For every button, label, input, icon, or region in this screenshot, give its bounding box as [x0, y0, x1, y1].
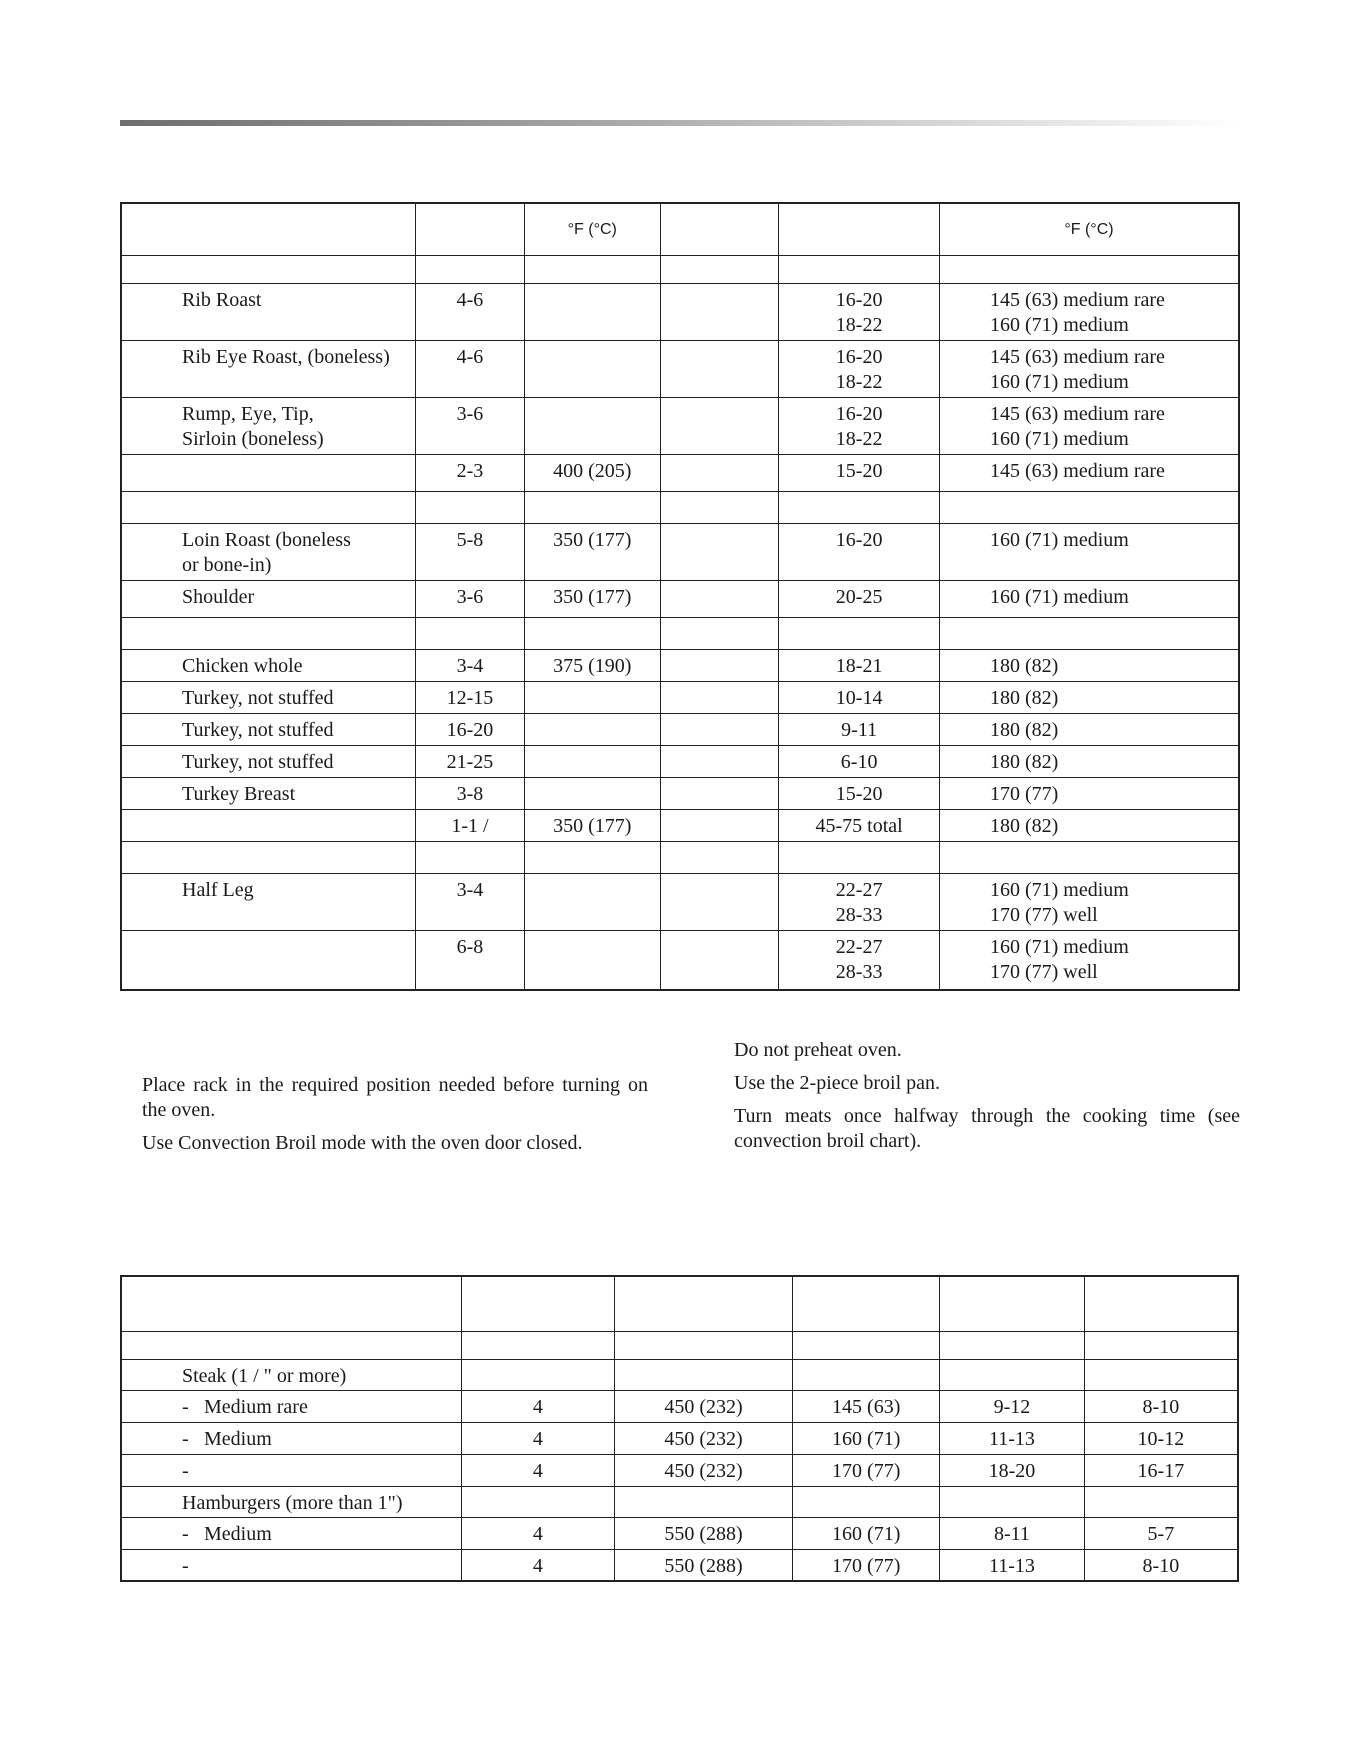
cook-time-cell: 6-10	[779, 745, 940, 777]
table-row	[121, 1390, 1238, 1422]
second-side-time-cell: 10-12	[1084, 1422, 1238, 1454]
internal-temp-cell: 145 (63) medium rare	[939, 454, 1239, 491]
rack-position-cell: 4	[462, 1422, 615, 1454]
rack-position-cell: 4	[462, 1549, 615, 1581]
empty-cell	[121, 491, 416, 523]
empty-cell	[660, 777, 779, 809]
table-row	[121, 340, 1239, 397]
internal-temp-cell: 180 (82)	[939, 649, 1239, 681]
table-row	[121, 397, 1239, 454]
section-row	[121, 1331, 1238, 1359]
table-row	[121, 1454, 1238, 1486]
empty-cell	[660, 491, 779, 523]
table-row	[121, 1517, 1238, 1549]
cut-name: Half Leg	[121, 873, 416, 930]
dash-mark: -	[182, 1522, 189, 1545]
first-side-time-cell: 8-11	[940, 1517, 1085, 1549]
weight-cell: 3-8	[416, 777, 525, 809]
dash-mark: -	[182, 1554, 189, 1577]
empty-cell	[416, 491, 525, 523]
doneness-cell	[121, 1549, 462, 1581]
empty-cell	[940, 1486, 1085, 1517]
table-header-row	[121, 203, 1239, 255]
cut-name: Rump, Eye, Tip, Sirloin (boneless)	[121, 397, 416, 454]
group-row	[121, 1486, 1238, 1517]
group-name: Hamburgers (more than 1")	[121, 1486, 462, 1517]
first-side-time-cell: 18-20	[940, 1454, 1085, 1486]
cook-time-cell: 15-20	[779, 777, 940, 809]
header-cell	[1084, 1276, 1238, 1331]
table-header-row	[121, 1276, 1238, 1331]
weight-cell: 3-6	[416, 580, 525, 617]
internal-temp-cell: 160 (71)	[793, 1517, 940, 1549]
cut-name: Rib Roast	[121, 283, 416, 340]
cut-name	[121, 809, 416, 841]
cook-time-cell: 15-20	[779, 454, 940, 491]
cut-name: Loin Roast (boneless or bone-in)	[121, 523, 416, 580]
cut-name: Shoulder	[121, 580, 416, 617]
empty-cell	[660, 340, 779, 397]
header-cell: °F (°C)	[939, 203, 1239, 255]
internal-temp-cell: 160 (71) medium	[939, 523, 1239, 580]
empty-cell	[121, 617, 416, 649]
empty-cell	[779, 617, 940, 649]
cook-time-cell: 22-27 28-33	[779, 873, 940, 930]
first-side-time-cell: 11-13	[940, 1422, 1085, 1454]
oven-temp-cell	[524, 283, 660, 340]
internal-temp-cell: 145 (63) medium rare 160 (71) medium	[939, 397, 1239, 454]
empty-cell	[660, 617, 779, 649]
empty-cell	[660, 809, 779, 841]
oven-temp-cell	[524, 713, 660, 745]
rack-position-cell: 4	[462, 1454, 615, 1486]
internal-temp-cell: 160 (71) medium	[939, 580, 1239, 617]
oven-temp-cell: 550 (288)	[614, 1549, 793, 1581]
empty-cell	[939, 841, 1239, 873]
table-row	[121, 930, 1239, 990]
oven-temp-cell	[524, 873, 660, 930]
cook-time-cell: 22-27 28-33	[779, 930, 940, 990]
weight-cell: 16-20	[416, 713, 525, 745]
empty-cell	[660, 283, 779, 340]
dash-mark: -	[182, 1427, 189, 1450]
weight-cell: 2-3	[416, 454, 525, 491]
empty-cell	[524, 255, 660, 283]
oven-temp-cell: 400 (205)	[524, 454, 660, 491]
empty-cell	[793, 1331, 940, 1359]
internal-temp-cell: 180 (82)	[939, 713, 1239, 745]
group-row	[121, 1359, 1238, 1390]
header-rule	[120, 120, 1238, 126]
second-side-time-cell: 5-7	[1084, 1517, 1238, 1549]
internal-temp-cell: 180 (82)	[939, 681, 1239, 713]
empty-cell	[524, 841, 660, 873]
first-side-time-cell: 11-13	[940, 1549, 1085, 1581]
oven-temp-cell: 350 (177)	[524, 809, 660, 841]
weight-cell: 3-4	[416, 649, 525, 681]
doneness-cell	[121, 1422, 462, 1454]
internal-temp-cell: 145 (63)	[793, 1390, 940, 1422]
oven-temp-cell	[524, 777, 660, 809]
empty-cell	[660, 841, 779, 873]
cook-time-cell: 18-21	[779, 649, 940, 681]
internal-temp-cell: 160 (71) medium 170 (77) well	[939, 873, 1239, 930]
weight-cell: 3-6	[416, 397, 525, 454]
table-row	[121, 580, 1239, 617]
empty-cell	[462, 1486, 615, 1517]
empty-cell	[1084, 1486, 1238, 1517]
empty-cell	[121, 1331, 462, 1359]
empty-cell	[660, 580, 779, 617]
cut-name: Turkey Breast	[121, 777, 416, 809]
header-cell	[416, 203, 525, 255]
empty-cell	[524, 617, 660, 649]
empty-cell	[660, 397, 779, 454]
empty-cell	[1084, 1359, 1238, 1390]
cook-time-cell: 20-25	[779, 580, 940, 617]
first-side-time-cell: 9-12	[940, 1390, 1085, 1422]
weight-cell: 5-8	[416, 523, 525, 580]
table-row	[121, 745, 1239, 777]
doneness-label: Medium rare	[204, 1395, 308, 1418]
weight-cell: 6-8	[416, 930, 525, 990]
oven-temp-cell: 450 (232)	[614, 1390, 793, 1422]
empty-cell	[940, 1359, 1085, 1390]
second-side-time-cell: 8-10	[1084, 1390, 1238, 1422]
group-name: Steak (1 / " or more)	[121, 1359, 462, 1390]
internal-temp-cell: 145 (63) medium rare 160 (71) medium	[939, 283, 1239, 340]
empty-cell	[660, 649, 779, 681]
cook-time-cell: 16-20 18-22	[779, 340, 940, 397]
empty-cell	[524, 491, 660, 523]
header-cell: °F (°C)	[524, 203, 660, 255]
empty-cell	[660, 745, 779, 777]
oven-temp-cell: 550 (288)	[614, 1517, 793, 1549]
convection-broil-table	[120, 1275, 1239, 1582]
convection-roast-table	[120, 202, 1240, 991]
cook-time-cell: 16-20 18-22	[779, 397, 940, 454]
header-cell	[793, 1276, 940, 1331]
instruction-item: Use Convection Broil mode with the oven door closed.	[142, 1132, 583, 1154]
instructions-left	[142, 1073, 648, 1164]
internal-temp-cell: 180 (82)	[939, 809, 1239, 841]
section-row	[121, 617, 1239, 649]
cook-time-cell: 16-20 18-22	[779, 283, 940, 340]
rack-position-cell: 4	[462, 1390, 615, 1422]
instruction-item: Do not preheat oven.	[734, 1039, 902, 1061]
oven-temp-cell	[524, 397, 660, 454]
oven-temp-cell: 350 (177)	[524, 580, 660, 617]
instruction-item: Turn meats once halfway through the cooking time (see convection broil chart).	[734, 1105, 1240, 1152]
empty-cell	[416, 841, 525, 873]
empty-cell	[793, 1359, 940, 1390]
empty-cell	[660, 713, 779, 745]
section-row	[121, 491, 1239, 523]
cut-name: Turkey, not stuffed	[121, 713, 416, 745]
oven-temp-cell	[524, 930, 660, 990]
table-row	[121, 713, 1239, 745]
section-row	[121, 255, 1239, 283]
cut-name: Turkey, not stuffed	[121, 681, 416, 713]
header-cell	[779, 203, 940, 255]
header-cell	[121, 1276, 462, 1331]
empty-cell	[462, 1359, 615, 1390]
empty-cell	[779, 841, 940, 873]
empty-cell	[614, 1331, 793, 1359]
table-row	[121, 809, 1239, 841]
empty-cell	[1084, 1331, 1238, 1359]
cook-time-cell: 45-75 total	[779, 809, 940, 841]
section-row	[121, 841, 1239, 873]
instruction-item: Place rack in the required position needed before turning on the oven.	[142, 1074, 648, 1121]
header-cell	[940, 1276, 1085, 1331]
empty-cell	[462, 1331, 615, 1359]
empty-cell	[416, 617, 525, 649]
internal-temp-cell: 170 (77)	[939, 777, 1239, 809]
empty-cell	[940, 1331, 1085, 1359]
header-cell	[462, 1276, 615, 1331]
empty-cell	[939, 617, 1239, 649]
empty-cell	[793, 1486, 940, 1517]
cut-name: Rib Eye Roast, (boneless)	[121, 340, 416, 397]
table-row	[121, 1422, 1238, 1454]
table-row	[121, 681, 1239, 713]
rack-position-cell: 4	[462, 1517, 615, 1549]
oven-temp-cell	[524, 340, 660, 397]
oven-temp-cell: 375 (190)	[524, 649, 660, 681]
internal-temp-cell: 170 (77)	[793, 1549, 940, 1581]
oven-temp-cell	[524, 681, 660, 713]
weight-cell: 21-25	[416, 745, 525, 777]
empty-cell	[939, 255, 1239, 283]
doneness-label: Medium	[204, 1427, 272, 1450]
table-row	[121, 649, 1239, 681]
doneness-cell	[121, 1517, 462, 1549]
cook-time-cell: 9-11	[779, 713, 940, 745]
weight-cell: 1-1 /	[416, 809, 525, 841]
empty-cell	[660, 523, 779, 580]
oven-temp-cell	[524, 745, 660, 777]
empty-cell	[121, 841, 416, 873]
table-row	[121, 283, 1239, 340]
internal-temp-cell: 160 (71)	[793, 1422, 940, 1454]
cook-time-cell: 10-14	[779, 681, 940, 713]
header-cell	[660, 203, 779, 255]
empty-cell	[660, 930, 779, 990]
table-row	[121, 523, 1239, 580]
weight-cell: 3-4	[416, 873, 525, 930]
cut-name: Turkey, not stuffed	[121, 745, 416, 777]
cut-name	[121, 454, 416, 491]
empty-cell	[614, 1486, 793, 1517]
empty-cell	[660, 255, 779, 283]
table-row	[121, 454, 1239, 491]
internal-temp-cell: 170 (77)	[793, 1454, 940, 1486]
header-cell	[614, 1276, 793, 1331]
table-row	[121, 1549, 1238, 1581]
internal-temp-cell: 180 (82)	[939, 745, 1239, 777]
dash-mark: -	[182, 1459, 189, 1482]
internal-temp-cell: 160 (71) medium 170 (77) well	[939, 930, 1239, 990]
doneness-cell	[121, 1454, 462, 1486]
empty-cell	[121, 255, 416, 283]
header-cell	[121, 203, 416, 255]
empty-cell	[660, 873, 779, 930]
cook-time-cell: 16-20	[779, 523, 940, 580]
instruction-item: Use the 2-piece broil pan.	[734, 1072, 941, 1094]
instructions-right	[734, 1038, 1240, 1162]
second-side-time-cell: 16-17	[1084, 1454, 1238, 1486]
doneness-cell	[121, 1390, 462, 1422]
cut-name	[121, 930, 416, 990]
empty-cell	[779, 491, 940, 523]
weight-cell: 4-6	[416, 340, 525, 397]
empty-cell	[939, 491, 1239, 523]
internal-temp-cell: 145 (63) medium rare 160 (71) medium	[939, 340, 1239, 397]
oven-temp-cell: 450 (232)	[614, 1422, 793, 1454]
empty-cell	[614, 1359, 793, 1390]
weight-cell: 12-15	[416, 681, 525, 713]
oven-temp-cell: 450 (232)	[614, 1454, 793, 1486]
oven-temp-cell: 350 (177)	[524, 523, 660, 580]
weight-cell: 4-6	[416, 283, 525, 340]
table-row	[121, 873, 1239, 930]
table-row	[121, 777, 1239, 809]
doneness-label: Medium	[204, 1522, 272, 1545]
empty-cell	[660, 681, 779, 713]
empty-cell	[416, 255, 525, 283]
second-side-time-cell: 8-10	[1084, 1549, 1238, 1581]
empty-cell	[660, 454, 779, 491]
empty-cell	[779, 255, 940, 283]
dash-mark: -	[182, 1395, 189, 1418]
cut-name: Chicken whole	[121, 649, 416, 681]
